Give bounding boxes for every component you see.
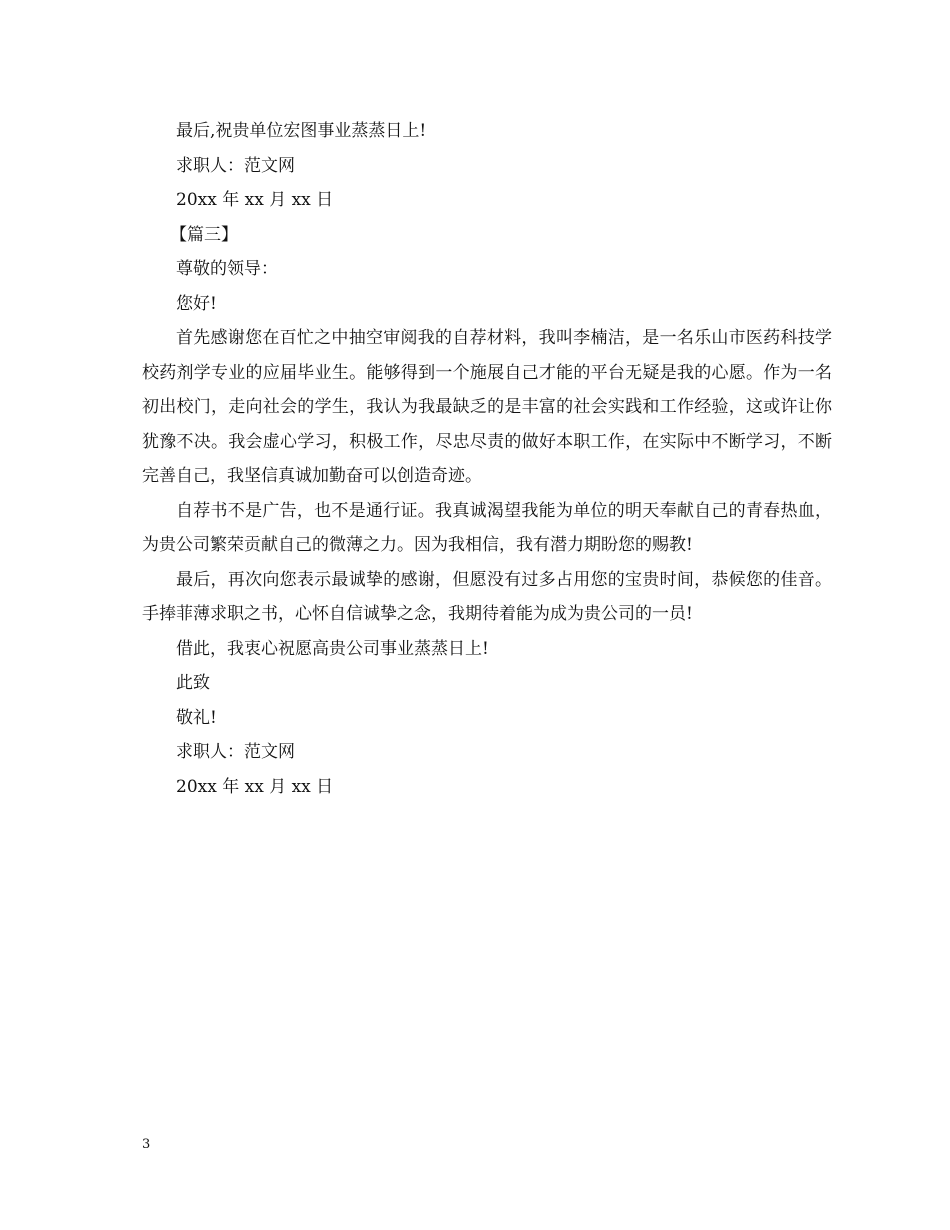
paragraph-3: 最后，再次向您表示最诚挚的感谢，但愿没有过多占用您的宝贵时间，恭候您的佳音。手捧菲薄求职之书，心怀自信诚挚之念，我期待着能为成为贵公司的一员!: [142, 569, 832, 624]
greeting: 您好!: [176, 293, 217, 314]
document-body: [142, 114, 832, 804]
section-heading: 【篇三】: [170, 224, 238, 245]
signature: 求职人：范文网: [176, 742, 295, 762]
paragraph-2: 自荐书不是广告，也不是通行证。我真诚渴望我能为单位的明天奉献自己的青春热血，为贵公司繁荣贡献自己的微薄之力。因为我相信，我有潜力期盼您的赐教!: [142, 500, 832, 555]
salutation: 尊敬的领导：: [176, 259, 278, 279]
paragraph-1: 首先感谢您在百忙之中抽空审阅我的自荐材料，我叫李楠洁，是一名乐山市医药科技学校药剂学专业的应届毕业生。能够得到一个施展自己才能的平台无疑是我的心愿。作为一名初出校门，走向社会的学生，我认为我最缺乏的是丰富的社会实践和工作经验，这或许让你犹豫不决。我会虚心学习，积极工作，尽忠尽责的做好本职工作，在实际中不断学习，不断完善自己，我坚信真诚加勤奋可以创造奇迹。: [142, 328, 832, 486]
closing-wish: 借此，我衷心祝愿高贵公司事业蒸蒸日上!: [176, 638, 489, 659]
date-prev: 20xx 年 xx 月 xx 日: [176, 190, 334, 210]
signature-prev: 求职人：范文网: [176, 155, 295, 176]
closing-1: 此致: [176, 673, 210, 693]
page-number: 3: [142, 1137, 151, 1152]
date: 20xx 年 xx 月 xx 日: [176, 776, 334, 797]
closing-wish-prev: 最后,祝贵单位宏图事业蒸蒸日上!: [176, 121, 427, 141]
closing-2: 敬礼!: [176, 707, 217, 728]
